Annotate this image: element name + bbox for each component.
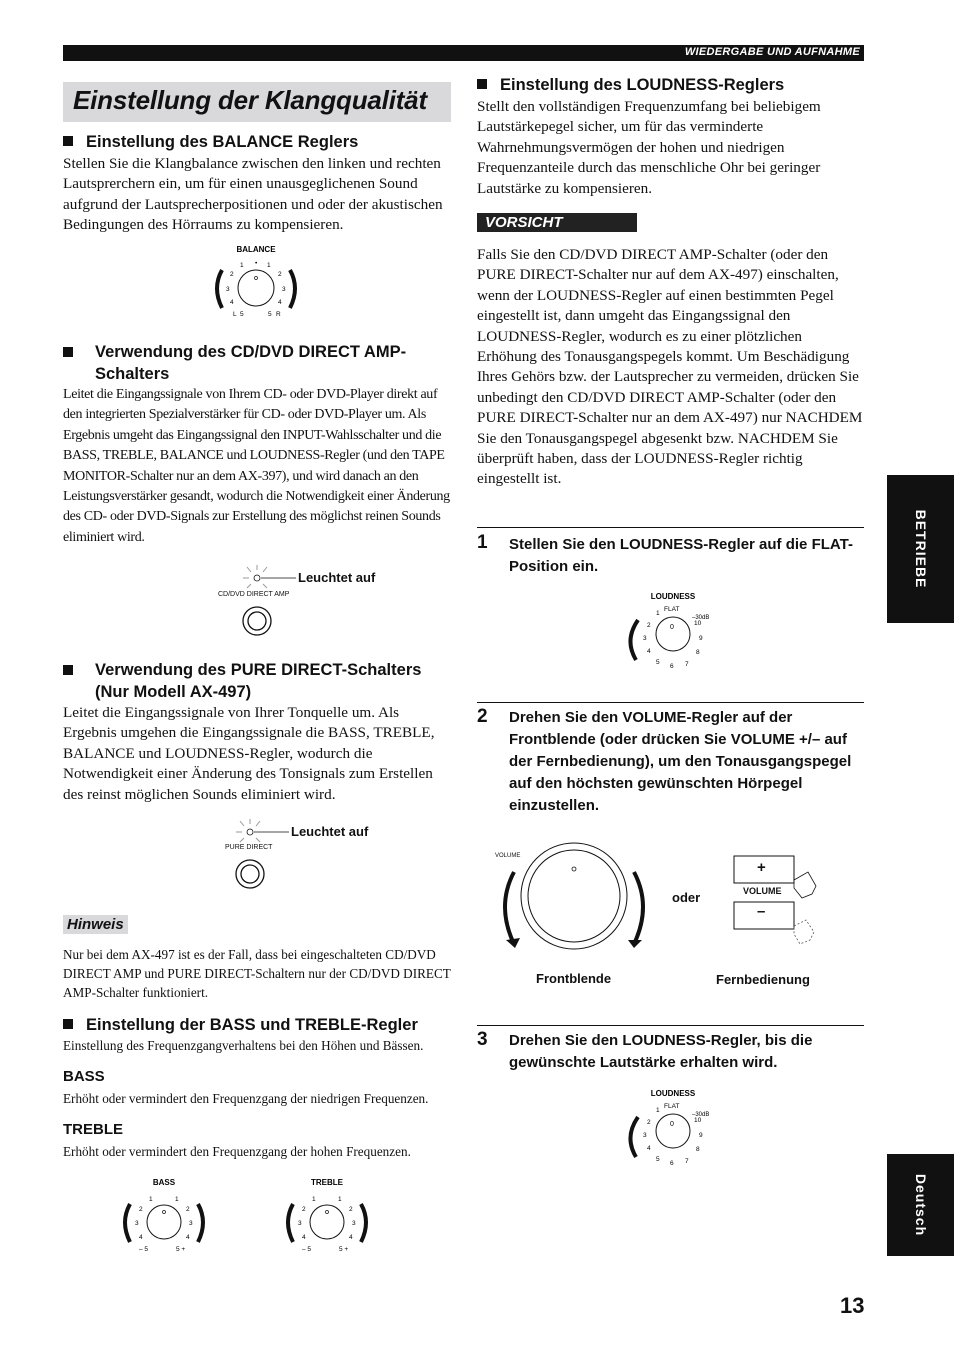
bass-knob-label: BASS bbox=[152, 1178, 176, 1187]
svg-text:4: 4 bbox=[278, 299, 282, 306]
svg-text:2: 2 bbox=[647, 622, 651, 629]
cd-direct-switch-label: CD/DVD DIRECT AMP bbox=[218, 591, 290, 598]
balance-knob-figure bbox=[200, 242, 310, 324]
page-title-box bbox=[63, 82, 451, 122]
loudness-flat-label: FLAT bbox=[664, 1103, 680, 1110]
side-tab-betriebe: BETRIEBE bbox=[887, 475, 954, 623]
svg-text:4: 4 bbox=[647, 1145, 651, 1152]
svg-text:3: 3 bbox=[226, 286, 230, 293]
treble-knob-label: TREBLE bbox=[311, 1178, 343, 1187]
svg-text:1: 1 bbox=[149, 1196, 153, 1203]
svg-text:R: R bbox=[276, 311, 281, 318]
svg-text:1: 1 bbox=[240, 262, 244, 269]
step-divider bbox=[477, 702, 864, 703]
treble-knob-figure bbox=[275, 1176, 379, 1258]
svg-text:3: 3 bbox=[643, 635, 647, 642]
svg-text:4: 4 bbox=[647, 648, 651, 655]
svg-text:10: 10 bbox=[694, 1117, 702, 1124]
svg-text:2: 2 bbox=[647, 1119, 651, 1126]
svg-text:1: 1 bbox=[656, 610, 660, 617]
cd-direct-heading: Verwendung des CD/DVD DIRECT AMP-Schalters bbox=[63, 341, 453, 385]
bass-treble-text: Einstellung des Frequenzgangverhaltens bei den Höhen und Bässen. bbox=[63, 1038, 424, 1053]
loudness-knob-figure bbox=[620, 590, 730, 672]
svg-text:5: 5 bbox=[240, 311, 244, 318]
svg-text:6: 6 bbox=[670, 663, 674, 670]
loudness-knob-label: LOUDNESS bbox=[650, 1089, 696, 1098]
side-tab-deutsch: Deutsch bbox=[887, 1154, 954, 1256]
svg-text:1: 1 bbox=[267, 262, 271, 269]
loudness-heading: Einstellung des LOUDNESS-Reglers bbox=[477, 74, 784, 96]
svg-text:5: 5 bbox=[656, 1156, 660, 1163]
svg-text:4: 4 bbox=[139, 1234, 143, 1241]
svg-text:0: 0 bbox=[670, 1121, 674, 1128]
cd-direct-indicator-caption: Leuchtet auf bbox=[298, 570, 376, 585]
svg-text:– 5: – 5 bbox=[139, 1246, 149, 1253]
bullet-square-icon bbox=[63, 1019, 73, 1029]
cd-direct-text: Leitet die Eingangssignale von Ihrem CD- oder DVD-Player direkt auf den integrierten Spezialverstärker für CD- oder DVD-Player um. Als Ergebnis umgeht das Eingangssignal den INPUT-Wahlsschalter und die BASS, TREBLE, BALANCE und LOUDNESS-Regler (und den TAPE MONITOR-Schalter nur an dem AX-397), und wird danach an den Leistungsverstärker gesandt, wodurch die Notwendigkeit einer Änderung des CD- oder DVD-Signals zur Erstellung des möglichst reinen Sounds eliminiert wird. bbox=[63, 387, 450, 545]
balance-knob-label: BALANCE bbox=[236, 245, 276, 254]
bass-knob-figure bbox=[112, 1176, 216, 1258]
svg-text:10: 10 bbox=[694, 620, 702, 627]
svg-text:8: 8 bbox=[696, 1146, 700, 1153]
svg-text:2: 2 bbox=[186, 1206, 190, 1213]
svg-text:2: 2 bbox=[302, 1206, 306, 1213]
svg-text:2: 2 bbox=[278, 271, 282, 278]
vorsicht-text: Falls Sie den CD/DVD DIRECT AMP-Schalter (oder den PURE DIRECT-Schalter nur auf dem AX-497) einschalten, wenn der LOUDNESS-Regler auf einen bestimmten Pegel eingestellt ist, dann umgeht das Eingangssignal den LOUDNESS-Regler, wodurch es zu einer plötzlichen Erhöhung des Tonausgangspegels kommt. Um Beschädigung Ihres Gehörs bzw. der Lautsprecher zu vermeiden, drücken Sie unbedingt den CD/DVD DIRECT AMP-Schalter (oder den PURE DIRECT-Schalter nur an dem AX-497) nur NACHDEM Sie den Tonausgangspegel abgesenkt bzw. NACHDEM Sie überprüft haben, dass der LOUDNESS-Regler richtig eingestellt ist. bbox=[477, 246, 863, 488]
svg-text:3: 3 bbox=[298, 1220, 302, 1227]
svg-text:4: 4 bbox=[349, 1234, 353, 1241]
svg-text:4: 4 bbox=[302, 1234, 306, 1241]
step-number: 1 bbox=[477, 532, 488, 553]
pure-direct-text: Leitet die Eingangssignale von Ihrer Tonquelle um. Als Ergebnis umgehen die Eingangssignale die BASS, TREBLE, BALANCE und LOUDNESS-Regler, wodurch die Notwendigkeit einer Änderung des Tonsignals zum Erstellen des reinst möglichen Sounds eliminiert wird. bbox=[63, 704, 435, 803]
cd-direct-switch-figure bbox=[218, 562, 418, 642]
svg-text:2: 2 bbox=[349, 1206, 353, 1213]
bullet-square-icon bbox=[63, 665, 73, 675]
pure-direct-switch-label: PURE DIRECT bbox=[225, 844, 273, 851]
svg-text:3: 3 bbox=[282, 286, 286, 293]
bullet-square-icon bbox=[63, 136, 73, 146]
svg-text:4: 4 bbox=[186, 1234, 190, 1241]
loudness-text: Stellt den vollständigen Frequenzumfang bei beliebigem Lautstärkepegel sicher, um für das verminderte Wahrnehmungsvermögen der hohen und niedrigen Frequenzanteile durch das menschliche Ohr bei geringer Lautstärke zu kompensieren. bbox=[477, 98, 821, 197]
step-number: 2 bbox=[477, 706, 488, 727]
bullet-square-icon bbox=[477, 79, 487, 89]
svg-text:– 5: – 5 bbox=[302, 1246, 312, 1253]
svg-text:7: 7 bbox=[685, 1158, 689, 1165]
oder-label: oder bbox=[672, 890, 701, 905]
svg-text:1: 1 bbox=[175, 1196, 179, 1203]
svg-text:2: 2 bbox=[230, 271, 234, 278]
treble-subheading: TREBLE bbox=[63, 1121, 123, 1138]
svg-text:3: 3 bbox=[643, 1132, 647, 1139]
remote-minus-label: – bbox=[757, 903, 766, 920]
svg-text:1: 1 bbox=[312, 1196, 316, 1203]
remote-plus-label: + bbox=[757, 859, 766, 876]
section-header-label: WIEDERGABE UND AUFNAHME bbox=[684, 46, 860, 58]
fernbedienung-caption: Fernbedienung bbox=[716, 972, 810, 987]
svg-text:3: 3 bbox=[135, 1220, 139, 1227]
step-2-text: Drehen Sie den VOLUME-Regler auf der Frontblende (oder drücken Sie VOLUME +/– auf der Fernbedienung), um den Tonausgangspegel auf den höchsten gewünschten Hörpegel einzustellen. bbox=[509, 709, 852, 814]
bass-subheading: BASS bbox=[63, 1068, 105, 1085]
remote-volume-label: VOLUME bbox=[743, 886, 782, 896]
bass-text: Erhöht oder vermindert den Frequenzgang der niedrigen Frequenzen. bbox=[63, 1091, 429, 1106]
pure-direct-switch-figure bbox=[225, 816, 425, 896]
step-3-text: Drehen Sie den LOUDNESS-Regler, bis die gewünschte Lautstärke erhalten wird. bbox=[509, 1032, 813, 1071]
loudness-db-label: –30dB bbox=[692, 1112, 710, 1118]
svg-text:5 +: 5 + bbox=[176, 1246, 186, 1253]
svg-text:•: • bbox=[255, 260, 258, 267]
hinweis-text: Nur bei dem AX-497 ist es der Fall, dass bei eingeschalteten CD/DVD DIRECT AMP und PURE DIRECT-Schaltern nur der CD/DVD DIRECT AMP-Schalter funktioniert. bbox=[63, 947, 451, 1000]
svg-text:1: 1 bbox=[338, 1196, 342, 1203]
loudness-db-label: –30dB bbox=[692, 615, 710, 621]
volume-knob-label: VOLUME bbox=[495, 853, 521, 859]
bass-treble-heading: Einstellung der BASS und TREBLE-Regler bbox=[63, 1014, 418, 1036]
svg-text:9: 9 bbox=[699, 1132, 703, 1139]
vorsicht-label: VORSICHT bbox=[477, 213, 637, 232]
volume-figure bbox=[490, 836, 870, 996]
svg-text:9: 9 bbox=[699, 635, 703, 642]
balance-text: Stellen Sie die Klangbalance zwischen den linken und rechten Lautsprerchern ein, um für einen unausgeglichenen Sound aufgrund der Lautsprecherpositionen und oder der akustischen Bedingungen des Hörraums zu kompensieren. bbox=[63, 155, 443, 234]
loudness-knob-figure bbox=[620, 1087, 730, 1169]
svg-text:5: 5 bbox=[268, 311, 272, 318]
svg-text:2: 2 bbox=[139, 1206, 143, 1213]
svg-text:5: 5 bbox=[656, 659, 660, 666]
pure-direct-heading: Verwendung des PURE DIRECT-Schalters (Nur Modell AX-497) bbox=[63, 659, 453, 703]
step-divider bbox=[477, 527, 864, 528]
loudness-knob-label: LOUDNESS bbox=[650, 592, 696, 601]
svg-text:4: 4 bbox=[230, 299, 234, 306]
section-header-bar bbox=[63, 45, 864, 61]
svg-text:6: 6 bbox=[670, 1160, 674, 1167]
step-divider bbox=[477, 1025, 864, 1026]
page-number: 13 bbox=[840, 1293, 865, 1318]
step-1-text: Stellen Sie den LOUDNESS-Regler auf die FLAT-Position ein. bbox=[509, 536, 853, 575]
svg-text:L: L bbox=[233, 311, 237, 318]
step-number: 3 bbox=[477, 1029, 488, 1050]
svg-text:3: 3 bbox=[189, 1220, 193, 1227]
svg-text:5 +: 5 + bbox=[339, 1246, 349, 1253]
svg-text:1: 1 bbox=[656, 1107, 660, 1114]
svg-text:8: 8 bbox=[696, 649, 700, 656]
svg-text:7: 7 bbox=[685, 661, 689, 668]
hinweis-label: Hinweis bbox=[63, 915, 128, 934]
treble-text: Erhöht oder vermindert den Frequenzgang der hohen Frequenzen. bbox=[63, 1144, 411, 1159]
balance-heading: Einstellung des BALANCE Reglers bbox=[63, 131, 358, 153]
bullet-square-icon bbox=[63, 347, 73, 357]
svg-text:3: 3 bbox=[352, 1220, 356, 1227]
page-title: Einstellung der Klangqualität bbox=[73, 85, 427, 115]
pure-direct-indicator-caption: Leuchtet auf bbox=[291, 824, 369, 839]
frontblende-caption: Frontblende bbox=[536, 971, 612, 986]
svg-text:0: 0 bbox=[670, 624, 674, 631]
loudness-flat-label: FLAT bbox=[664, 606, 680, 613]
